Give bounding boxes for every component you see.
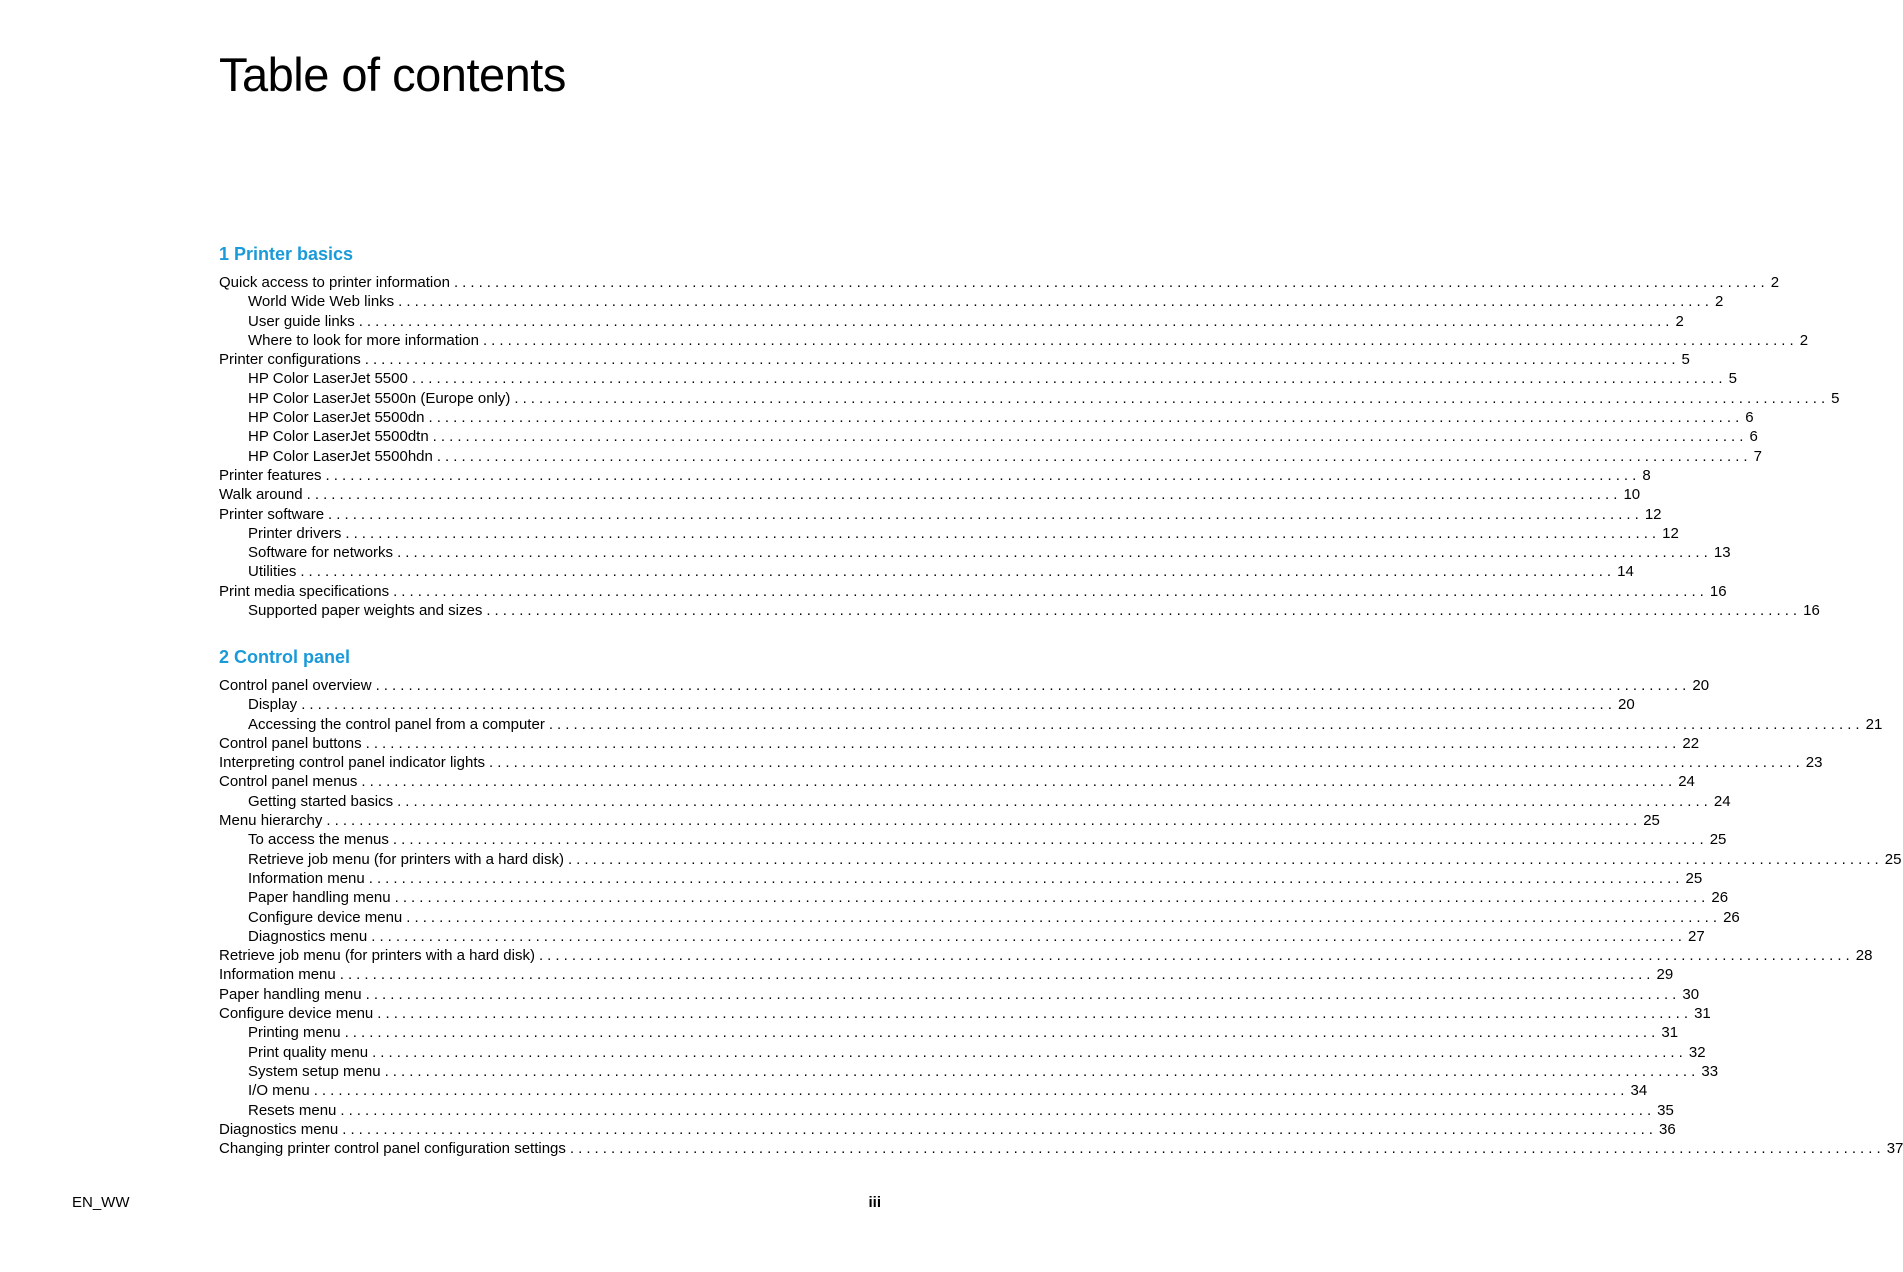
page-title: Table of contents — [219, 48, 566, 101]
toc-entry[interactable] — [219, 292, 1724, 311]
toc-entry-page-number: 25 — [1685, 869, 1703, 887]
toc-entry-label: System setup menu — [248, 1062, 381, 1080]
toc-entry-page-number: 16 — [1803, 602, 1820, 620]
dot-leader: ................................................................................................................................................................ — [364, 351, 1680, 369]
dot-leader: ................................................................................................................................................................ — [365, 734, 1681, 752]
toc-entry[interactable] — [219, 485, 1641, 504]
toc-entry[interactable] — [219, 1139, 1903, 1158]
toc-entry[interactable] — [219, 369, 1737, 388]
toc-entry-label: Configure device menu — [219, 1005, 374, 1023]
toc-entry[interactable] — [219, 601, 1820, 620]
toc-entry-label: Menu hierarchy — [219, 812, 323, 830]
dot-leader: ................................................................................................................................................................ — [428, 409, 1744, 427]
toc-entry[interactable] — [219, 792, 1731, 811]
dot-leader: ................................................................................................................................................................ — [406, 908, 1722, 926]
toc-entry-page-number: 2 — [1675, 312, 1684, 330]
toc-entry-page-number: 23 — [1805, 754, 1823, 772]
toc-entry-label: Supported paper weights and sizes — [248, 602, 483, 620]
toc-entry-label: World Wide Web links — [248, 293, 395, 311]
toc-entry[interactable] — [219, 1023, 1679, 1042]
dot-leader: ................................................................................................................................................................ — [432, 428, 1748, 446]
toc-entries — [219, 676, 1903, 1158]
toc-entry[interactable] — [219, 1081, 1648, 1100]
dot-leader: ................................................................................................................................................................ — [325, 466, 1641, 484]
toc-entry-page-number: 21 — [1865, 715, 1883, 733]
toc-entry-label: Control panel buttons — [219, 734, 362, 752]
toc-entry[interactable] — [219, 772, 1695, 791]
toc-entry-page-number: 26 — [1723, 908, 1740, 926]
dot-leader: ................................................................................................................................................................ — [436, 447, 1752, 465]
dot-leader: ................................................................................................................................................................ — [393, 582, 1708, 600]
toc-entry-page-number: 22 — [1682, 734, 1700, 752]
toc-entries — [219, 273, 1840, 620]
toc-entry[interactable] — [219, 888, 1729, 907]
toc-entry-page-number: 13 — [1713, 544, 1731, 562]
toc-entry-page-number: 31 — [1661, 1024, 1679, 1042]
dot-leader: ................................................................................................................................................................ — [489, 754, 1804, 772]
toc-entry-page-number: 8 — [1642, 466, 1651, 484]
dot-leader: ................................................................................................................................................................ — [394, 889, 1710, 907]
toc-entry[interactable] — [219, 582, 1727, 601]
toc-entry-page-number: 24 — [1713, 792, 1731, 810]
toc-entry[interactable] — [219, 869, 1703, 888]
toc-section-control-panel — [219, 646, 1903, 1158]
toc-entry-label: Paper handling menu — [248, 889, 391, 907]
toc-entry[interactable] — [219, 676, 1710, 695]
toc-entry[interactable] — [219, 350, 1690, 369]
toc-entry-label: Interpreting control panel indicator lights — [219, 754, 485, 772]
toc-entry-page-number: 34 — [1630, 1082, 1648, 1100]
toc-entry[interactable] — [219, 312, 1684, 331]
footer-edition-label: EN_WW — [72, 1194, 130, 1211]
dot-leader: ................................................................................................................................................................ — [326, 812, 1642, 830]
toc-entry-label: Print media specifications — [219, 582, 390, 600]
dot-leader: ................................................................................................................................................................ — [358, 312, 1674, 330]
toc-entry[interactable] — [219, 562, 1634, 581]
toc-entry-label: HP Color LaserJet 5500hdn — [248, 447, 433, 465]
toc-entry-page-number: 2 — [1770, 274, 1780, 291]
toc-entry-label: Retrieve job menu (for printers with a hard disk) — [248, 850, 564, 868]
toc-entry-page-number: 25 — [1884, 850, 1902, 868]
toc-entry-label: HP Color LaserJet 5500dtn — [248, 428, 429, 446]
toc-entry-label: Diagnostics menu — [248, 927, 368, 945]
toc-entry-label: Accessing the control panel from a computer — [248, 715, 545, 733]
dot-leader: ................................................................................................................................................................ — [514, 389, 1830, 407]
toc-entry[interactable] — [219, 753, 1823, 772]
toc-entry-label: Printer configurations — [219, 351, 361, 369]
toc-entry-page-number: 25 — [1709, 831, 1727, 849]
toc-entry[interactable] — [219, 447, 1762, 466]
toc-entry[interactable] — [219, 427, 1758, 446]
toc-entry-label: Walk around — [219, 486, 303, 504]
toc-entry[interactable] — [219, 734, 1700, 753]
dot-leader: ................................................................................................................................................................ — [365, 985, 1681, 1003]
toc-entry-page-number: 27 — [1688, 927, 1705, 945]
toc-entry-label: Software for networks — [248, 544, 394, 562]
toc-entry[interactable] — [219, 908, 1740, 927]
toc-entry-label: Printer features — [219, 466, 322, 484]
dot-leader: ................................................................................................................................................................ — [313, 1082, 1629, 1100]
toc-entry-page-number: 20 — [1692, 677, 1710, 694]
toc-entry-label: Printing menu — [248, 1024, 341, 1042]
toc-entry-label: HP Color LaserJet 5500 — [248, 370, 408, 388]
dot-leader: ................................................................................................................................................................ — [344, 1024, 1660, 1042]
toc-entry-page-number: 37 — [1886, 1140, 1903, 1158]
toc-entry-label: To access the menus — [248, 831, 389, 849]
toc-entry-page-number: 5 — [1728, 370, 1737, 388]
dot-leader: ................................................................................................................................................................ — [340, 1101, 1656, 1119]
dot-leader: ................................................................................................................................................................ — [306, 486, 1622, 504]
toc-entry-label: Information menu — [219, 966, 336, 984]
dot-leader: ................................................................................................................................................................ — [392, 831, 1708, 849]
toc-entry-page-number: 12 — [1644, 505, 1662, 523]
dot-leader: ................................................................................................................................................................ — [397, 792, 1712, 810]
toc-entry-label: Changing printer control panel configuration settings — [219, 1140, 566, 1158]
dot-leader: ................................................................................................................................................................ — [567, 850, 1883, 868]
toc-entry-label: Control panel menus — [219, 773, 358, 791]
dot-leader: ................................................................................................................................................................ — [397, 544, 1712, 562]
dot-leader: ................................................................................................................................................................ — [538, 947, 1854, 965]
toc-entry[interactable] — [219, 695, 1635, 714]
section-heading: 1 Printer basics — [219, 244, 354, 264]
dot-leader: ................................................................................................................................................................ — [345, 524, 1661, 542]
toc-entry-page-number: 7 — [1753, 447, 1762, 465]
toc-entry[interactable] — [219, 1062, 1719, 1081]
toc-entry-page-number: 5 — [1681, 351, 1690, 369]
dot-leader: ................................................................................................................................................................ — [301, 696, 1616, 714]
toc-entry-page-number: 2 — [1799, 331, 1809, 349]
toc-entry-page-number: 33 — [1701, 1062, 1719, 1080]
toc-entry-page-number: 20 — [1617, 696, 1635, 714]
footer-page-number: iii — [868, 1194, 881, 1211]
toc-entry-page-number: 36 — [1659, 1120, 1676, 1138]
toc-entry-label: I/O menu — [248, 1082, 310, 1100]
toc-entry-page-number: 28 — [1855, 947, 1873, 965]
toc-entry-label: Control panel overview — [219, 677, 372, 694]
toc-entry-label: Retrieve job menu (for printers with a hard disk) — [219, 947, 535, 965]
toc-entry[interactable] — [219, 985, 1700, 1004]
toc-entry[interactable] — [219, 1120, 1676, 1139]
dot-leader: ................................................................................................................................................................ — [328, 505, 1643, 523]
toc-entry-label: Resets menu — [248, 1101, 337, 1119]
dot-leader: ................................................................................................................................................................ — [368, 869, 1684, 887]
toc-entry-label: Quick access to printer information — [219, 274, 450, 291]
toc-entry-page-number: 35 — [1657, 1101, 1674, 1119]
toc-entry[interactable] — [219, 273, 1780, 292]
toc-entry-label: HP Color LaserJet 5500n (Europe only) — [248, 389, 511, 407]
dot-leader: ................................................................................................................................................................ — [384, 1062, 1700, 1080]
toc-entry[interactable] — [219, 389, 1840, 408]
toc-entry[interactable] — [219, 850, 1902, 869]
toc-entry-label: Getting started basics — [248, 792, 394, 810]
toc-entry-page-number: 5 — [1831, 389, 1840, 407]
dot-leader: ................................................................................................................................................................ — [411, 370, 1727, 388]
toc-entry-page-number: 30 — [1682, 985, 1700, 1003]
toc-entry[interactable] — [219, 715, 1883, 734]
toc-entry-page-number: 6 — [1749, 428, 1758, 446]
dot-leader: ................................................................................................................................................................ — [371, 927, 1687, 945]
dot-leader: ................................................................................................................................................................ — [342, 1120, 1658, 1138]
dot-leader: ................................................................................................................................................................ — [377, 1005, 1693, 1023]
toc-entry-page-number: 2 — [1714, 293, 1724, 311]
toc-entry-page-number: 6 — [1745, 409, 1754, 427]
toc-entry[interactable] — [219, 1043, 1706, 1062]
toc-entry[interactable] — [219, 331, 1809, 350]
toc-entry[interactable] — [219, 965, 1674, 984]
toc-entry-label: Display — [248, 696, 298, 714]
dot-leader: ................................................................................................................................................................ — [482, 331, 1798, 349]
dot-leader: ................................................................................................................................................................ — [372, 1043, 1687, 1061]
toc-entry-page-number: 25 — [1643, 812, 1660, 830]
toc-entry-label: Diagnostics menu — [219, 1120, 339, 1138]
toc-entry-label: Print quality menu — [248, 1043, 369, 1061]
dot-leader: ................................................................................................................................................................ — [486, 602, 1802, 620]
toc-entry-label: Printer software — [219, 505, 325, 523]
dot-leader: ................................................................................................................................................................ — [453, 274, 1769, 291]
dot-leader: ................................................................................................................................................................ — [398, 293, 1713, 311]
dot-leader: ................................................................................................................................................................ — [339, 966, 1655, 984]
toc-entry-page-number: 12 — [1662, 524, 1679, 542]
toc-entry[interactable] — [219, 830, 1727, 849]
toc-entry-label: User guide links — [248, 312, 355, 330]
toc-entry-label: Where to look for more information — [248, 331, 479, 349]
toc-entry-page-number: 26 — [1711, 889, 1729, 907]
toc-entry[interactable] — [219, 811, 1660, 830]
toc-entry[interactable] — [219, 927, 1705, 946]
section-heading: 2 Control panel — [219, 647, 351, 667]
toc-entry[interactable] — [219, 408, 1754, 427]
toc-section-printer-basics — [219, 243, 1840, 620]
dot-leader: ................................................................................................................................................................ — [300, 563, 1616, 581]
dot-leader: ................................................................................................................................................................ — [569, 1140, 1885, 1158]
toc-entry-page-number: 14 — [1617, 563, 1634, 581]
dot-leader: ................................................................................................................................................................ — [361, 773, 1677, 791]
toc-entry-page-number: 31 — [1694, 1005, 1711, 1023]
toc-entry[interactable] — [219, 543, 1731, 562]
toc-entry-page-number: 16 — [1709, 582, 1727, 600]
toc-entry[interactable] — [219, 524, 1679, 543]
toc-entry[interactable] — [219, 1101, 1674, 1120]
toc-entry-page-number: 32 — [1688, 1043, 1706, 1061]
toc-entry-label: HP Color LaserJet 5500dn — [248, 409, 425, 427]
toc-entry-label: Paper handling menu — [219, 985, 362, 1003]
dot-leader: ................................................................................................................................................................ — [548, 715, 1864, 733]
toc-entry-page-number: 29 — [1656, 966, 1674, 984]
dot-leader: ................................................................................................................................................................ — [375, 677, 1691, 694]
toc-entry-label: Utilities — [248, 563, 297, 581]
toc-entry[interactable] — [219, 505, 1662, 524]
toc-entry[interactable] — [219, 1004, 1711, 1023]
toc-entry-label: Configure device menu — [248, 908, 403, 926]
toc-entry-page-number: 10 — [1623, 486, 1641, 504]
toc-entry-page-number: 24 — [1678, 773, 1695, 791]
toc-entry-label: Printer drivers — [248, 524, 342, 542]
toc-entry-label: Information menu — [248, 869, 365, 887]
toc-entry[interactable] — [219, 946, 1873, 965]
toc-entry[interactable] — [219, 466, 1651, 485]
